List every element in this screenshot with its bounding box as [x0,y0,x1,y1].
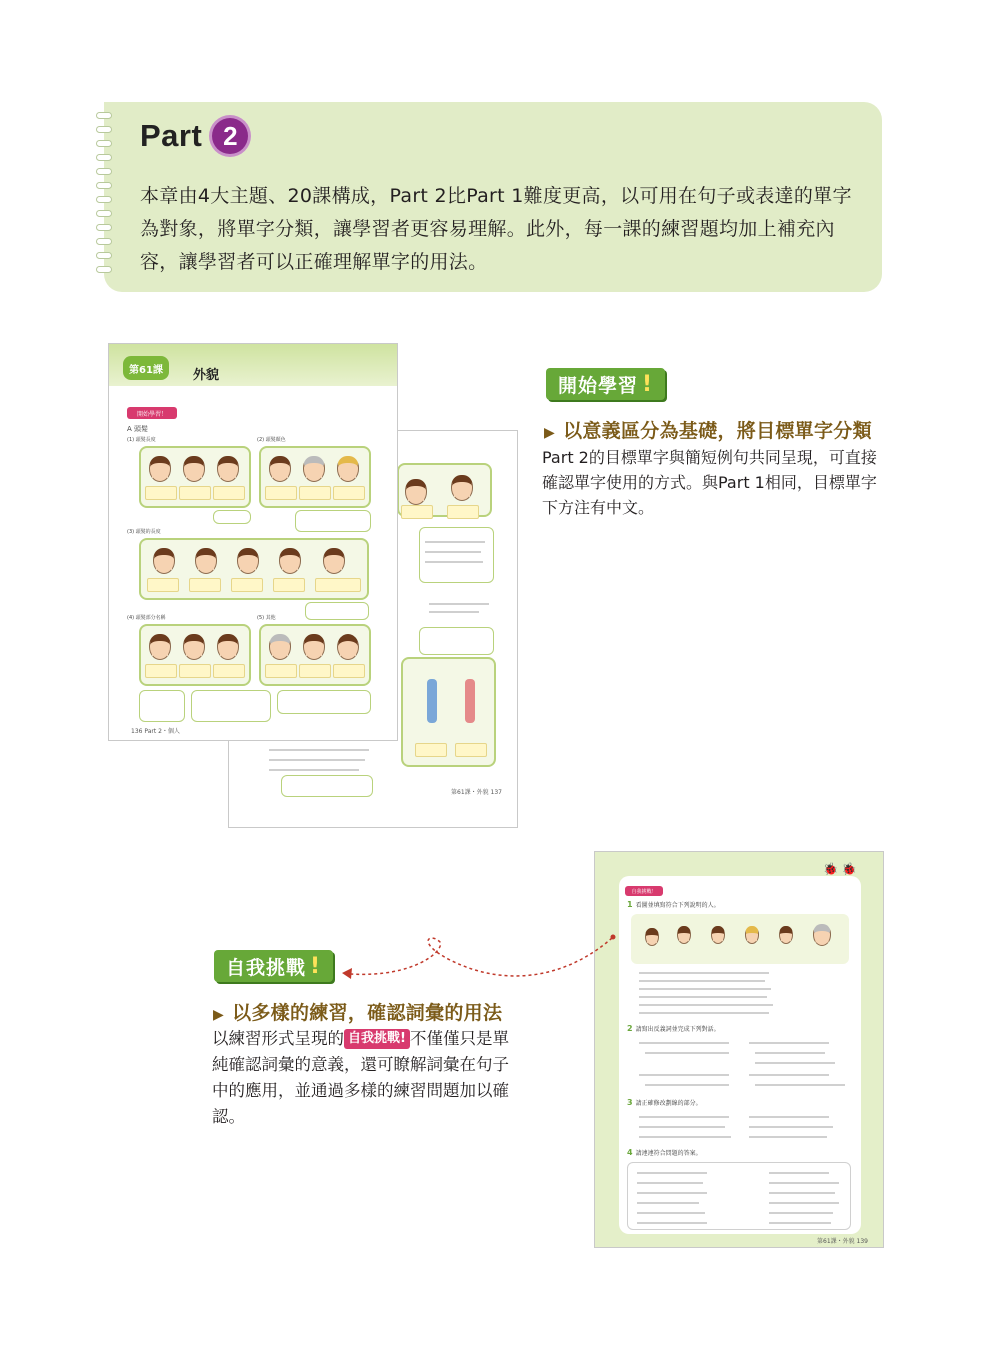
question-1: 1 看圖並填寫符合下列說明的人。 [627,900,720,909]
exercise-tag: 自我挑戰！ [625,886,663,896]
sub4: (4) 頭髮部分名稱 [127,615,166,621]
part-word: Part [140,118,203,153]
question-3: 3 請正確修改劃線的部分。 [627,1098,702,1107]
intro-text: 本章由4大主題、20課構成，Part 2比Part 1難度更高，以可用在句子或表達的單字為對象，將單字分類，讓學習者更容易理解。此外，每一課的練習題均加上補充內容，讓學習者可以正確理解單字的用法。 [140,185,852,273]
sub3: (3) 頭髮的長度 [127,529,161,535]
inline-self-challenge-badge: 自我挑戰! [344,1029,410,1049]
self-challenge-description: 以練習形式呈現的 自我挑戰! 不僅僅只是單純確認詞彙的意義，還可瞭解詞彙在句子中的應用，並通過多樣的練習問題加以確認。 [212,1029,509,1126]
self-challenge-badge [214,950,333,982]
sub5: (5) 其他 [257,615,276,621]
self-challenge-headline-text: 以多樣的練習，確認詞彙的用法 [232,1002,503,1024]
start-tag: 開始學習！ [127,407,177,419]
notebook-spiral [96,112,114,282]
page-number-left: 136 Part 2・個人 [131,728,180,735]
section-a: A 頭髮 [127,425,149,433]
part-title [140,118,248,154]
dashed-arrow-icon [320,880,620,990]
start-learning-badge [546,368,665,400]
start-learning-headline [544,416,872,443]
exclamation-mark: ! [310,953,322,979]
page-number-right: 第61課・外貌 137 [451,789,502,796]
bug-icon: 🐞 🐞 [823,862,857,876]
start-learning-label: 開始學習 [558,374,639,397]
self-challenge-headline [213,998,502,1025]
triangle-bullet-icon: ▶ [544,425,556,441]
start-learning-description: Part 2的目標單字與簡短例句共同呈現，可直接確認單字使用的方式。與Part 1相同，目標單字下方注有中文。 [542,448,877,517]
lesson-title: 外貌 [193,368,220,383]
part-number-badge: 2 [212,118,248,154]
start-learning-headline-text: 以意義區分為基礎，將目標單字分類 [563,420,872,442]
exercise-page-number: 第61課・外貌 139 [817,1238,868,1245]
exercise-page [594,851,884,1248]
sample-page-left [108,343,398,741]
lesson-badge: 第61課 [123,356,169,380]
exclamation-mark: ! [642,371,654,397]
triangle-bullet-icon: ▶ [213,1007,225,1023]
sub1: (1) 頭髮長度 [127,437,156,443]
self-challenge-label: 自我挑戰 [226,956,307,979]
sub2: (2) 頭髮顏色 [257,437,286,443]
question-2: 2 請寫出反義詞並完成下列對話。 [627,1024,720,1033]
question-4: 4 請連連符合問題的答案。 [627,1148,702,1157]
